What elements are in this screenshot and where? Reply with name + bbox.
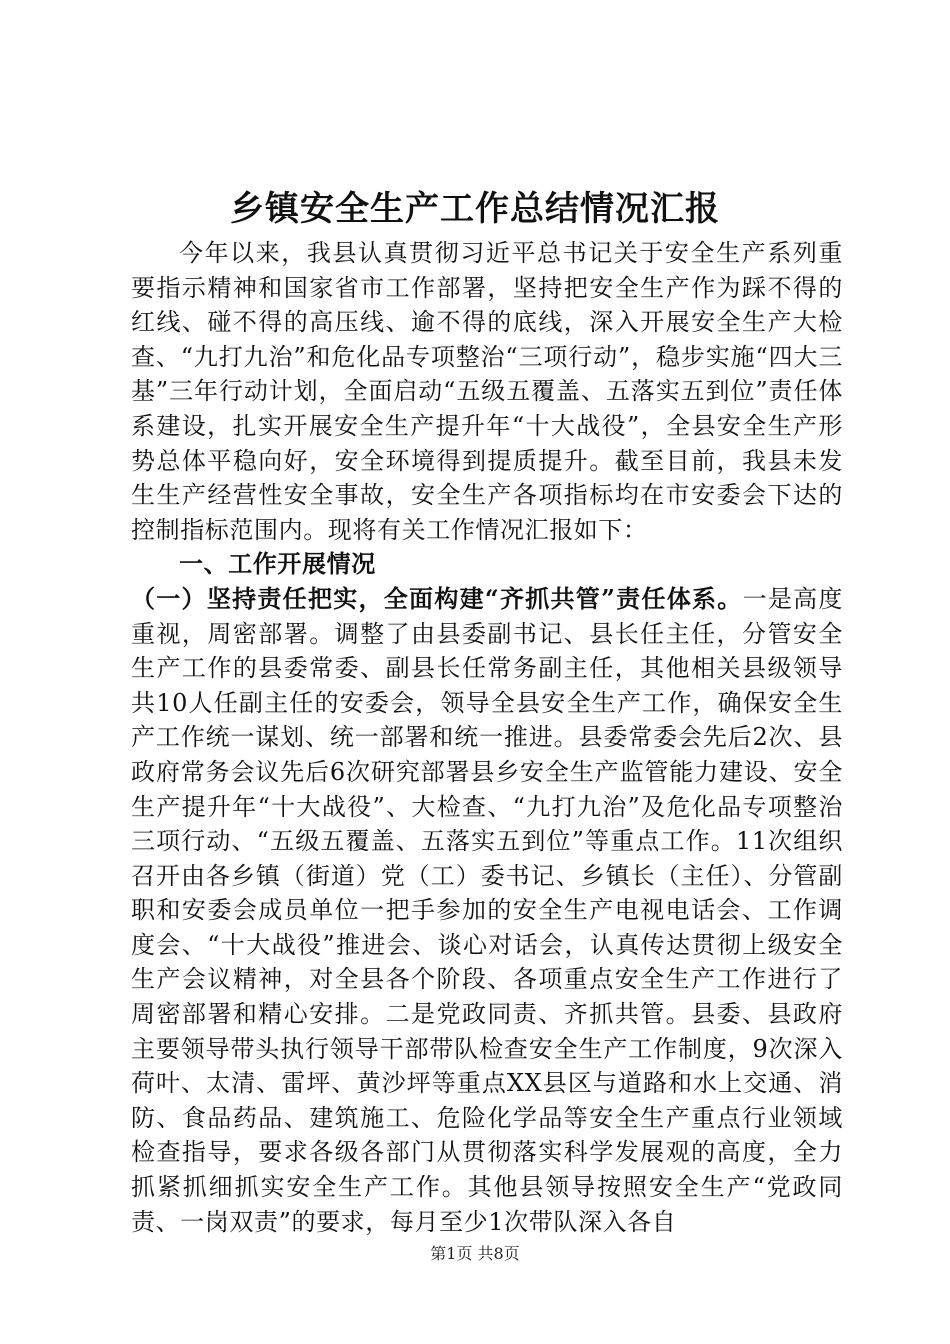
subsection-heading: （一）坚持责任把实，全面构建“齐抓共管”责任体系。 <box>131 583 743 613</box>
document-body <box>131 236 843 1239</box>
section-heading: 一、工作开展情况 <box>179 549 376 579</box>
intro-paragraph: 今年以来，我县认真贯彻习近平总书记关于安全生产系列重要指示精神和国家省市工作部署，坚持把安全生产作为踩不得的红线、碰不得的高压线、逾不得的底线，深入开展安全生产大检查、“九打九治”和危化品专项整治“三项行动”，稳步实施“四大三基”三年行动计划，全面启动“五级五覆盖、五落实五到位”责任体系建设，扎实开展安全生产提升年“十大战役”，全县安全生产形势总体平稳向好，安全环境得到提质提升。截至目前，我县未发生生产经营性安全事故，安全生产各项指标均在市安委会下达的控制指标范围内。现将有关工作情况汇报如下： <box>131 239 843 544</box>
document-title: 乡镇安全生产工作总结情况汇报 <box>230 189 720 229</box>
subsection-paragraph <box>131 582 843 1239</box>
page-number: 第1页 共8页 <box>430 1244 520 1263</box>
subsection-body: 一是高度重视，周密部署。调整了由县委副书记、县长任主任，分管安全生产工作的县委常委、副县长任常务副主任，其他相关县级领导共10人任副主任的安委会，领导全县安全生产工作，确保安全生产工作统一谋划、统一部署和统一推进。县委常委会先后2次、县政府常务会议先后6次研究部署县乡安全生产监管能力建设、安全生产提升年“十大战役”、大检查、“九打九治”及危化品专项整治三项行动、“五级五覆盖、五落实五到位”等重点工作。11次组织召开由各乡镇（街道）党（工）委书记、乡镇长（主任）、分管副职和安委会成员单位一把手参加的安全生产电视电话会、工作调度会、“十大战役”推进会、谈心对话会，认真传达贯彻上级安全生产会议精神，对全县各个阶段、各项重点安全生产工作进行了周密部署和精心安排。二是党政同责、齐抓共管。县委、县政府主要领导带头执行领导干部带队检查安全生产工作制度，9次深入荷叶、太清、雷坪、黄沙坪等重点XX县区与道路和水上交通、消防、食品药品、建筑施工、危险化学品等安全生产重点行业领域检查指导，要求各级各部门从贯彻落实科学发展观的高度，全力抓紧抓细抓实安全生产工作。其他县领导按照安全生产“党政同责、一岗双责”的要求，每月至少1次带队深入各自 <box>131 584 843 1236</box>
